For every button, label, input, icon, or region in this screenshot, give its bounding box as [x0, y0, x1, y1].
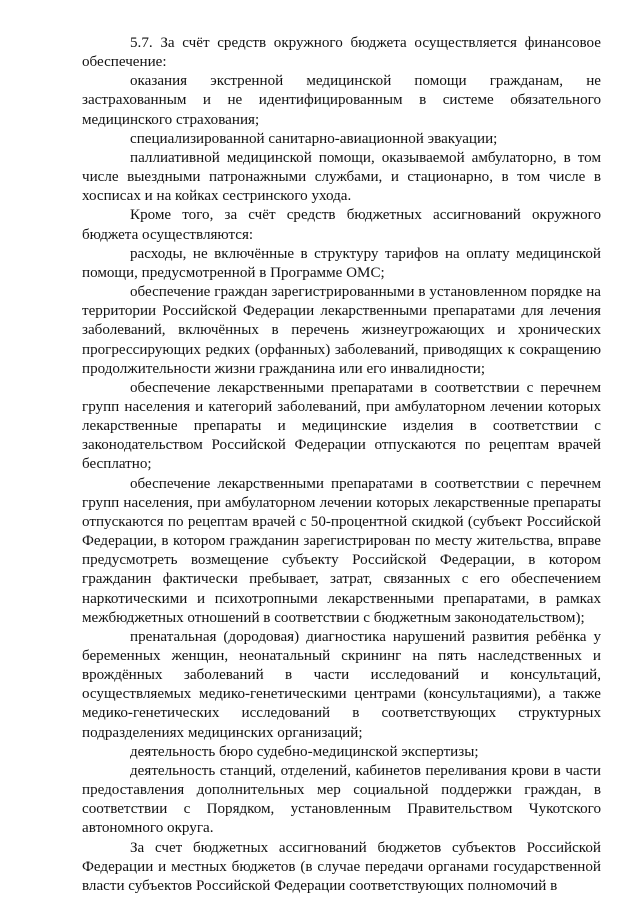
paragraph-budget-allocations: Кроме того, за счёт средств бюджетных ассигнований окружного бюджета осуществляются: — [82, 207, 601, 243]
document-page — [82, 34, 601, 896]
paragraph-air-evacuation: специализированной санитарно-авиационной эвакуации; — [130, 130, 498, 147]
paragraph-free-prescriptions: обеспечение лекарственными препаратами в соответствии с перечнем групп населения и категорий заболеваний, при амбулаторном лечении которых лекарственные препараты и медицинские изделия в соответствии с законодательством Российской Федерации отпускаются по рецептам врачей бесплатно; — [82, 379, 601, 473]
paragraph-prenatal-diagnostics: пренатальная (дородовая) диагностика нарушений развития ребёнка у беременных женщин, неонатальный скрининг на пять наследственных и врождённых заболеваний в части исследований и консультаций, осуществляемых медико-генетическими центрами (консультациями), а также медико-генетических исследований в соответствующих структурных подразделениях медицинских организаций; — [82, 628, 601, 741]
paragraph-orphan-diseases: обеспечение граждан зарегистрированными в установленном порядке на территории Российской Федерации лекарственными препаратами для лечения заболеваний, включённых в перечень жизнеугрожающих и хронических прогрессирующих редких (орфанных) заболеваний, приводящих к сокращению продолжительности жизни гражданина или его инвалидности; — [82, 284, 601, 377]
paragraph-discount-prescriptions: обеспечение лекарственными препаратами в соответствии с перечнем групп населения, при амбулаторном лечении которых лекарственные препараты отпускаются по рецептам врачей с 50-процентной скидкой (субъект Российской Федерации, в котором гражданин зарегистрирован по месту жительства, вправе предусмотреть возмещение субъекту Российской Федерации, в котором гражданин фактически пребывает, затрат, связанных с его обеспечением наркотическими и психотропными лекарственными препаратами, в рамках межбюджетных отношений в соответствии с бюджетным законодательством); — [82, 475, 601, 626]
paragraph-emergency-care: оказания экстренной медицинской помощи гражданам, не застрахованным и не идентифицированным в системе обязательного медицинского страхования; — [82, 73, 601, 128]
paragraph-5-7-intro: 5.7. За счёт средств окружного бюджета осуществляется финансовое обеспечение: — [82, 35, 601, 71]
paragraph-regional-budgets: За счет бюджетных ассигнований бюджетов субъектов Российской Федерации и местных бюджетов (в случае передачи органами государственной власти субъектов Российской Федерации соответствующих полномочий в — [82, 839, 601, 894]
paragraph-palliative-care: паллиативной медицинской помощи, оказываемой амбулаторно, в том числе выездными патронажными службами, и стационарно, в том числе в хосписах и на койках сестринского ухода. — [82, 149, 601, 205]
paragraph-blood-transfusion: деятельность станций, отделений, кабинетов переливания крови в части предоставления дополнительных мер социальной поддержки граждан, в соответствии с Порядком, установленным Правительством Чукотского автономного округа. — [82, 762, 601, 837]
paragraph-expenses-not-in-tariffs: расходы, не включённые в структуру тарифов на оплату медицинской помощи, предусмотренной в Программе ОМС; — [82, 245, 601, 281]
paragraph-forensic-bureau: деятельность бюро судебно-медицинской экспертизы; — [130, 743, 479, 760]
